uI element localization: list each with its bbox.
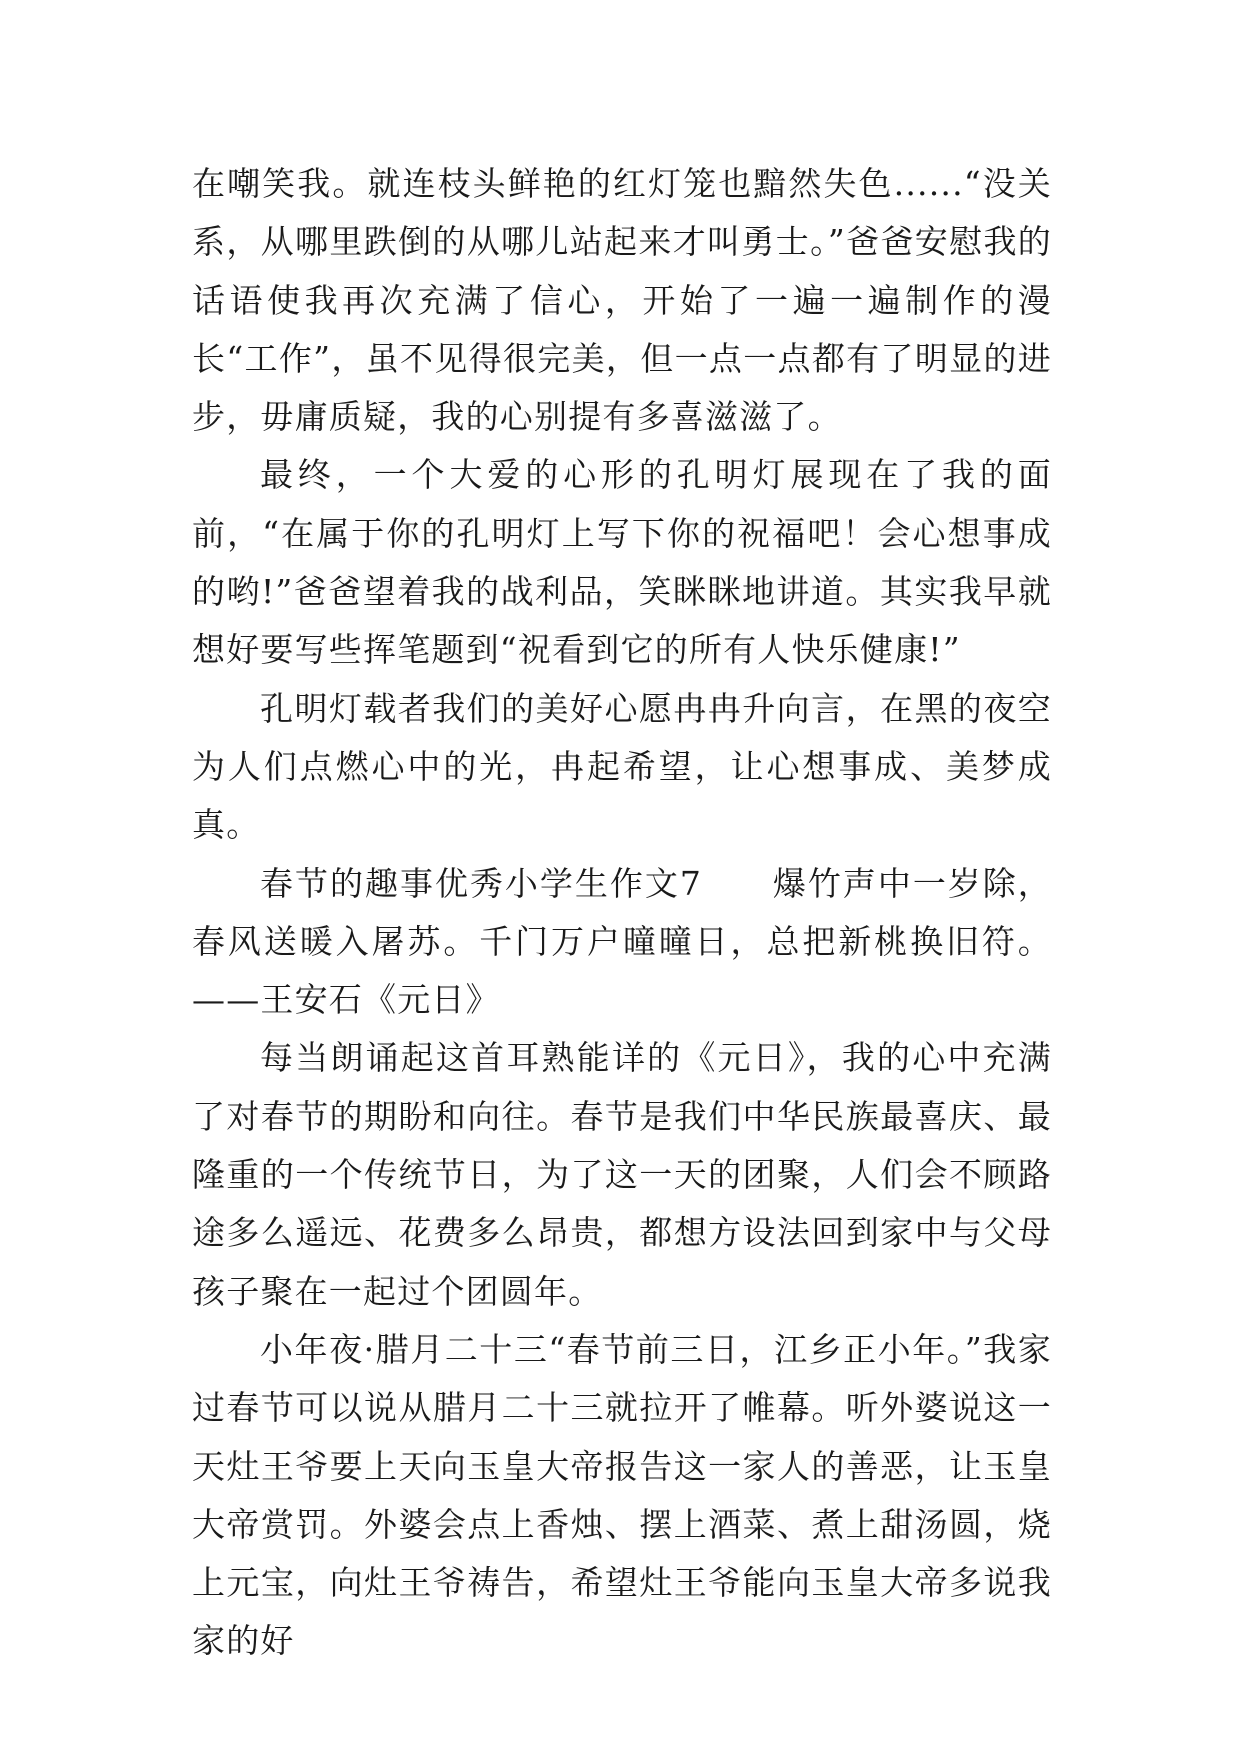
paragraph-6: 小年夜·腊月二十三“春节前三日，江乡正小年。”我家过春节可以说从腊月二十三就拉开了帷幕。听外婆说这一天灶王爷要上天向玉皇大帝报告这一家人的善恶，让玉皇大帝赏罚。外婆会点上香烛、摆上酒菜、煮上甜汤圆，烧上元宝，向灶王爷祷告，希望灶王爷能向玉皇大帝多说我家的好 [192, 1329, 1052, 1661]
paragraph-1: 在嘲笑我。就连枝头鲜艳的红灯笼也黯然失色......“没关系，从哪里跌倒的从哪儿站起来才叫勇士。”爸爸安慰我的话语使我再次充满了信心，开始了一遍一遍制作的漫长“工作”，虽不见得很完美，但一点一点都有了明显的进步，毋庸质疑，我的心别提有多喜滋滋了。 [192, 164, 1052, 437]
paragraph-2: 最终，一个大爱的心形的孔明灯展现在了我的面前，“在属于你的孔明灯上写下你的祝福吧！会心想事成的哟!”爸爸望着我的战利品，笑眯眯地讲道。其实我早就想好要写些挥笔题到“祝看到它的所有人快乐健康!” [192, 455, 1052, 670]
paragraph-4: 春节的趣事优秀小学生作文7 爆竹声中一岁除，春风送暖入屠苏。千门万户曈曈日，总把新桃换旧符。——王安石《元日》 [192, 863, 1052, 1020]
paragraph-5: 每当朗诵起这首耳熟能详的《元日》，我的心中充满了对春节的期盼和向往。春节是我们中华民族最喜庆、最隆重的一个传统节日，为了这一天的团聚，人们会不顾路途多么遥远、花费多么昂贵，都想方设法回到家中与父母孩子聚在一起过个团圆年。 [192, 1038, 1052, 1311]
document-body [192, 155, 1052, 1671]
paragraph-3: 孔明灯载者我们的美好心愿冉冉升向言，在黑的夜空为人们点燃心中的光，冉起希望，让心想事成、美梦成真。 [192, 688, 1052, 845]
